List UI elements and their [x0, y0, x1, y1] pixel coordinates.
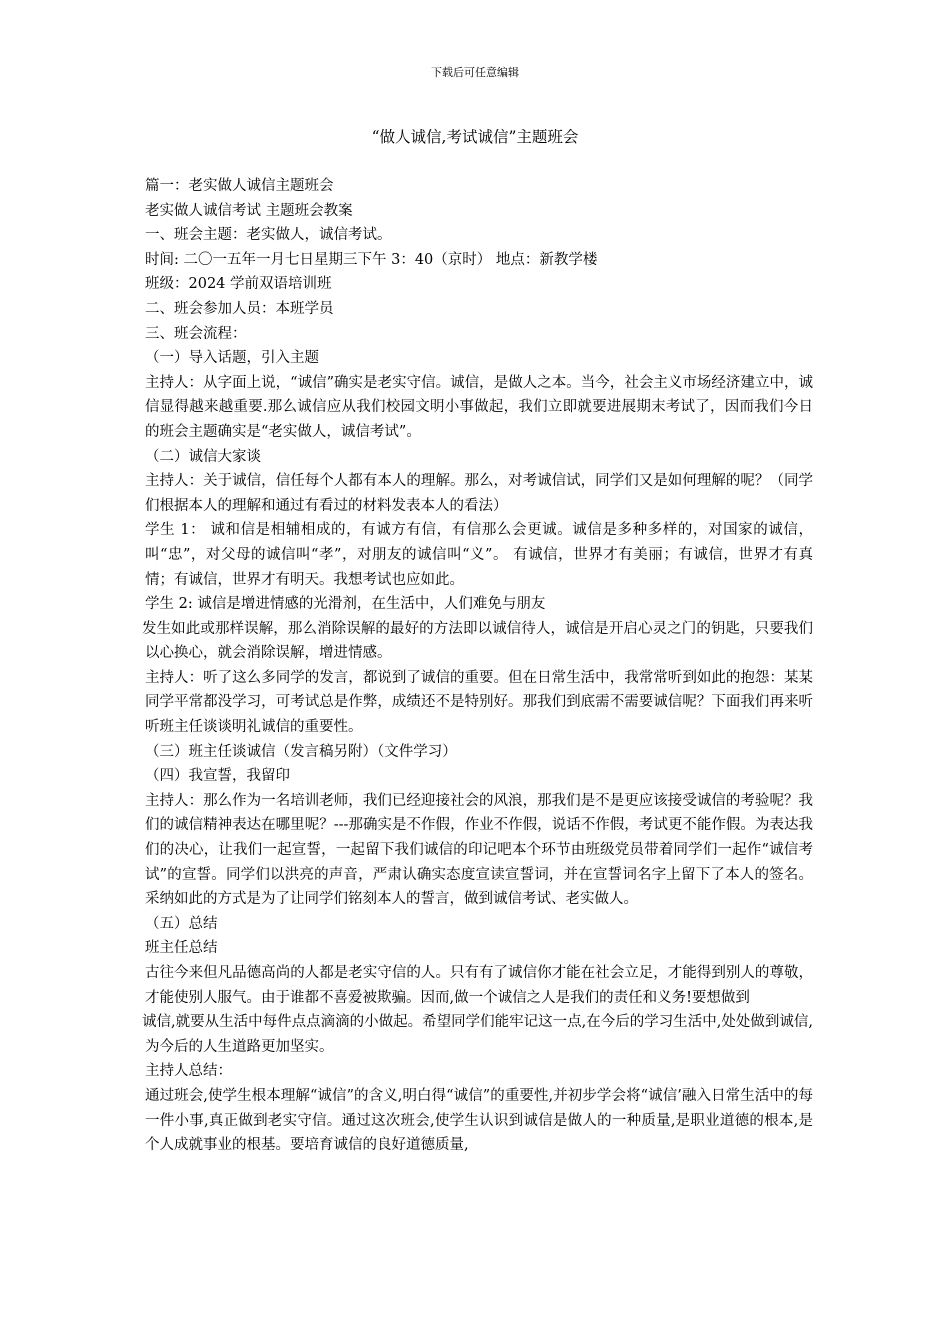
paragraph: 通过班会,使学生根本理解“诚信”的含义,明白得“诚信”的重要性,并初步学会将“诚信’融入日常生活中的每一件小事,真正做到老实守信。通过这次班会,使学生认识到诚信是做人的一种质量,是职业道德的根本,是个人成就事业的根基。要培育诚信的良好道德质量, — [145, 1087, 813, 1154]
paragraph: 主持人总结： — [145, 1063, 232, 1080]
paragraph: 三、班会流程： — [145, 325, 247, 342]
paragraph: 主持人：听了这么多同学的发言，都说到了诚信的重要。但在日常生活中，我常常听到如此的抱怨：某某同学平常都没学习，可考试总是作弊，成绩还不是特别好。那我们到底需不需要诚信呢？下面我们再来听听班主任谈谈明礼诚信的重要性。 — [145, 669, 813, 736]
section-heading: （五）总结 — [145, 915, 218, 932]
paragraph: 主持人：关于诚信，信任每个人都有本人的理解。那么，对考诚信试，同学们又是如何理解的呢？（同学们根据本人的理解和通过有看过的材料发表本人的看法） — [145, 473, 813, 514]
paragraph: 古往今来但凡品德高尚的人都是老实守信的人。只有有了诚信你才能在社会立足，才能得到别人的尊敬，才能使别人服气。由于谁都不喜爱被欺骗。因而,做一个诚信之人是我们的责任和义务!要想做到 — [145, 965, 813, 1006]
paragraph: 诚信,就要从生活中每件点点滴滴的小做起。希望同学们能牢记这一点,在今后的学习生活中,处处做到诚信,为今后的人生道路更加坚实。 — [142, 1014, 813, 1055]
header-note: 下载后可任意编辑 — [431, 66, 519, 79]
section-heading: （二）诚信大家谈 — [145, 448, 261, 465]
paragraph: 班主任总结 — [145, 940, 218, 957]
section-heading: （一）导入话题，引入主题 — [145, 350, 319, 367]
paragraph: 发生如此或那样误解，那么消除误解的最好的方法即以诚信待人，诚信是开启心灵之门的钥匙，只要我们以心换心，就会消除误解，增进情感。 — [142, 620, 813, 662]
paragraph: 老实做人诚信考试 主题班会教案 — [145, 202, 353, 219]
document-body — [142, 174, 813, 1158]
paragraph: 学生 2: 诚信是增进情感的光滑剂，在生活中，人们难免与朋友 — [145, 596, 546, 613]
paragraph: 篇一：老实做人诚信主题班会 — [145, 178, 334, 194]
paragraph: 一、班会主题：老实做人，诚信考试。 — [145, 227, 392, 244]
paragraph: 二、班会参加人员：本班学员 — [145, 300, 334, 317]
section-heading: （三）班主任谈诚信（发言稿另附）（文件学习） — [145, 743, 457, 760]
paragraph: 班级：2024 学前双语培训班 — [145, 276, 332, 293]
paragraph: 主持人：从字面上说，“诚信”确实是老实守信。诚信，是做人之本。当今，社会主义市场经济建立中，诚信显得越来越重要.那么诚信应从我们校园文明小事做起，我们立即就要进展期末考试了，因而我们今日的班会主题确实是“老实做人，诚信考试”。 — [145, 374, 813, 440]
paragraph: 时间: 二〇一五年一月七日星期三下午 3：40（京时） 地点：新教学楼 — [145, 251, 598, 268]
paragraph: 学生 1： 诚和信是相辅相成的，有诚方有信，有信那么会更诚。诚信是多种多样的，对国家的诚信，叫“忠”，对父母的诚信叫“孝”，对朋友的诚信叫“义”。 有诚信，世界才有美丽；有诚信，世界才有真情；有诚信，世界才有明天。我想考试也应如此。 — [145, 522, 813, 588]
section-heading: （四）我宣誓，我留印 — [145, 768, 290, 785]
paragraph: 主持人：那么作为一名培训老师，我们已经迎接社会的风浪，那我们是不是更应该接受诚信的考验呢？我们的诚信精神表达在哪里呢？---那确实是不作假，作业不作假，说话不作假，考试更不能作假。为表达我们的决心，让我们一起宣誓，一起留下我们诚信的印记吧本个环节由班级党员带着同学们一起作“诚信考试”的宣誓。同学们以洪亮的声音，严肃认确实态度宣读宣誓词，并在宣誓词名字上留下了本人的签名。采纳如此的方式是为了让同学们铭刻本人的誓言，做到诚信考试、老实做人。 — [145, 792, 813, 908]
document-title: “做人诚信,考试诚信”主题班会 — [371, 128, 579, 146]
